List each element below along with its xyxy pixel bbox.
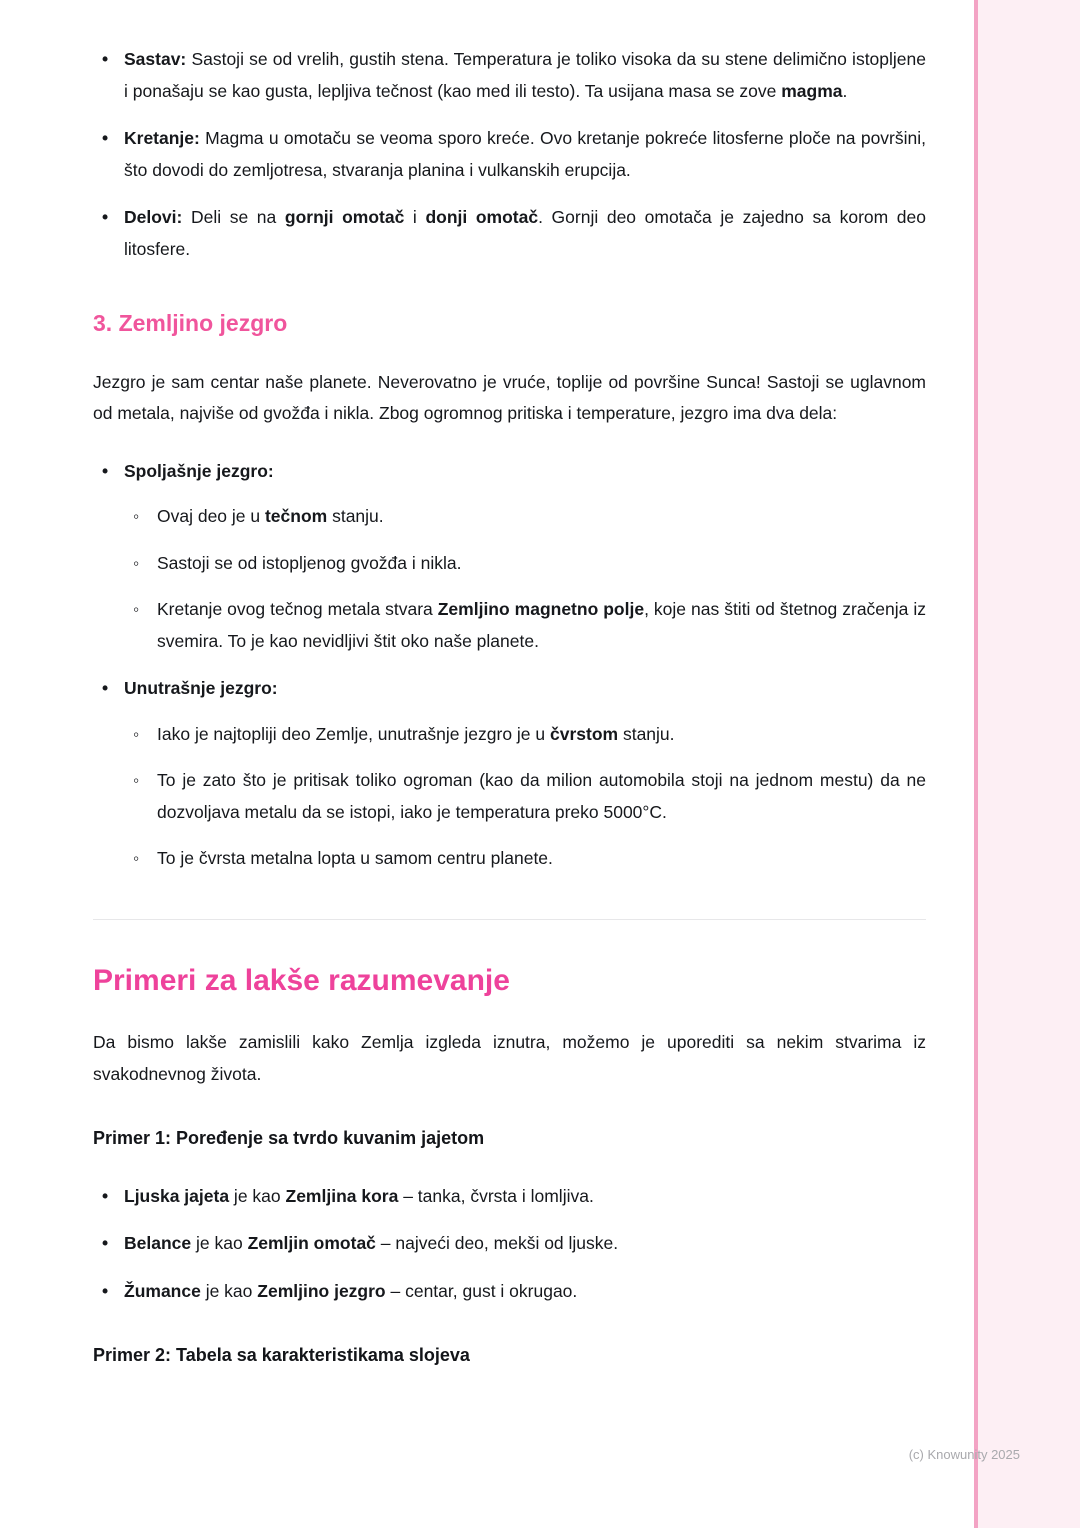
list-item: • Ljuska jajeta je kao Zemljina kora – tanka, čvrsta i lomljiva. — [93, 1181, 926, 1213]
list-item: • Žumance je kao Zemljino jezgro – centar, gust i okrugao. — [93, 1276, 926, 1308]
watermark: (c) Knowunity 2025 — [908, 1447, 1020, 1462]
list-item: ◦ Kretanje ovog tečnog metala stvara Zemljino magnetno polje, koje nas štiti od štetnog zračenja iz svemira. To je kao nevidljivi štit oko naše planete. — [124, 594, 926, 657]
examples-intro-paragraph: Da bismo lakše zamislili kako Zemlja izgleda iznutra, možemo je uporediti sa nekim stvarima iz svakodnevnog života. — [93, 1032, 926, 1084]
section-heading-core: 3. Zemljino jezgro — [93, 310, 288, 336]
examples-heading: Primeri za lakše razumevanje — [93, 963, 510, 997]
section-divider — [93, 919, 926, 920]
list-item-outer-core — [93, 456, 926, 658]
core-bullet-list — [93, 456, 926, 875]
list-item: ◦ Iako je najtopliji deo Zemlje, unutrašnje jezgro je u čvrstom stanju. — [124, 719, 926, 751]
list-item: • Belance je kao Zemljin omotač – najveći deo, mekši od ljuske. — [93, 1228, 926, 1260]
list-item: ◦ Ovaj deo je u tečnom stanju. — [124, 501, 926, 533]
inner-core-sub-list — [124, 719, 926, 875]
example1-heading: Primer 1: Poređenje sa tvrdo kuvanim jajetom — [93, 1128, 485, 1149]
list-item: ◦ To je zato što je pritisak toliko ogroman (kao da milion automobila stoji na jednom mestu) da ne dozvoljava metalu da se istopi, iako je temperatura preko 5000°C. — [124, 765, 926, 828]
core-intro-paragraph: Jezgro je sam centar naše planete. Neverovatno je vruće, toplije od površine Sunca! Sastoji se uglavnom od metala, najviše od gvožđa i nikla. Zbog ogromnog pritiska i temperature, jezgro ima dva dela: — [93, 371, 926, 424]
page-edge-line — [974, 0, 978, 1528]
list-item: • Delovi: Deli se na gornji omotač i donji omotač. Gornji deo omotača je zajedno sa korom deo litosfere. — [93, 202, 926, 265]
list-item-inner-core — [93, 673, 926, 875]
page-edge-band — [978, 0, 1080, 1528]
outer-core-label: Spoljašnje jezgro: — [124, 460, 274, 481]
list-item: • Sastav: Sastoji se od vrelih, gustih stena. Temperatura je toliko visoka da su stene delimično istopljene i ponašaju se kao gusta, lepljiva tečnost (kao med ili testo). Ta usijana masa se zove magma. — [93, 44, 926, 107]
document-content — [93, 44, 926, 1398]
outer-core-sub-list — [124, 501, 926, 657]
mantle-bullet-list — [93, 44, 926, 265]
example2-heading: Primer 2: Tabela sa karakteristikama slojeva — [93, 1345, 470, 1366]
list-item: ◦ Sastoji se od istopljenog gvožđa i nikla. — [124, 548, 926, 580]
egg-comparison-list — [93, 1181, 926, 1308]
list-item: • Kretanje: Magma u omotaču se veoma sporo kreće. Ovo kretanje pokreće litosferne ploče na površini, što dovodi do zemljotresa, stvaranja planina i vulkanskih erupcija. — [93, 123, 926, 186]
inner-core-label: Unutrašnje jezgro: — [124, 678, 278, 699]
list-item: ◦ To je čvrsta metalna lopta u samom centru planete. — [124, 843, 926, 875]
